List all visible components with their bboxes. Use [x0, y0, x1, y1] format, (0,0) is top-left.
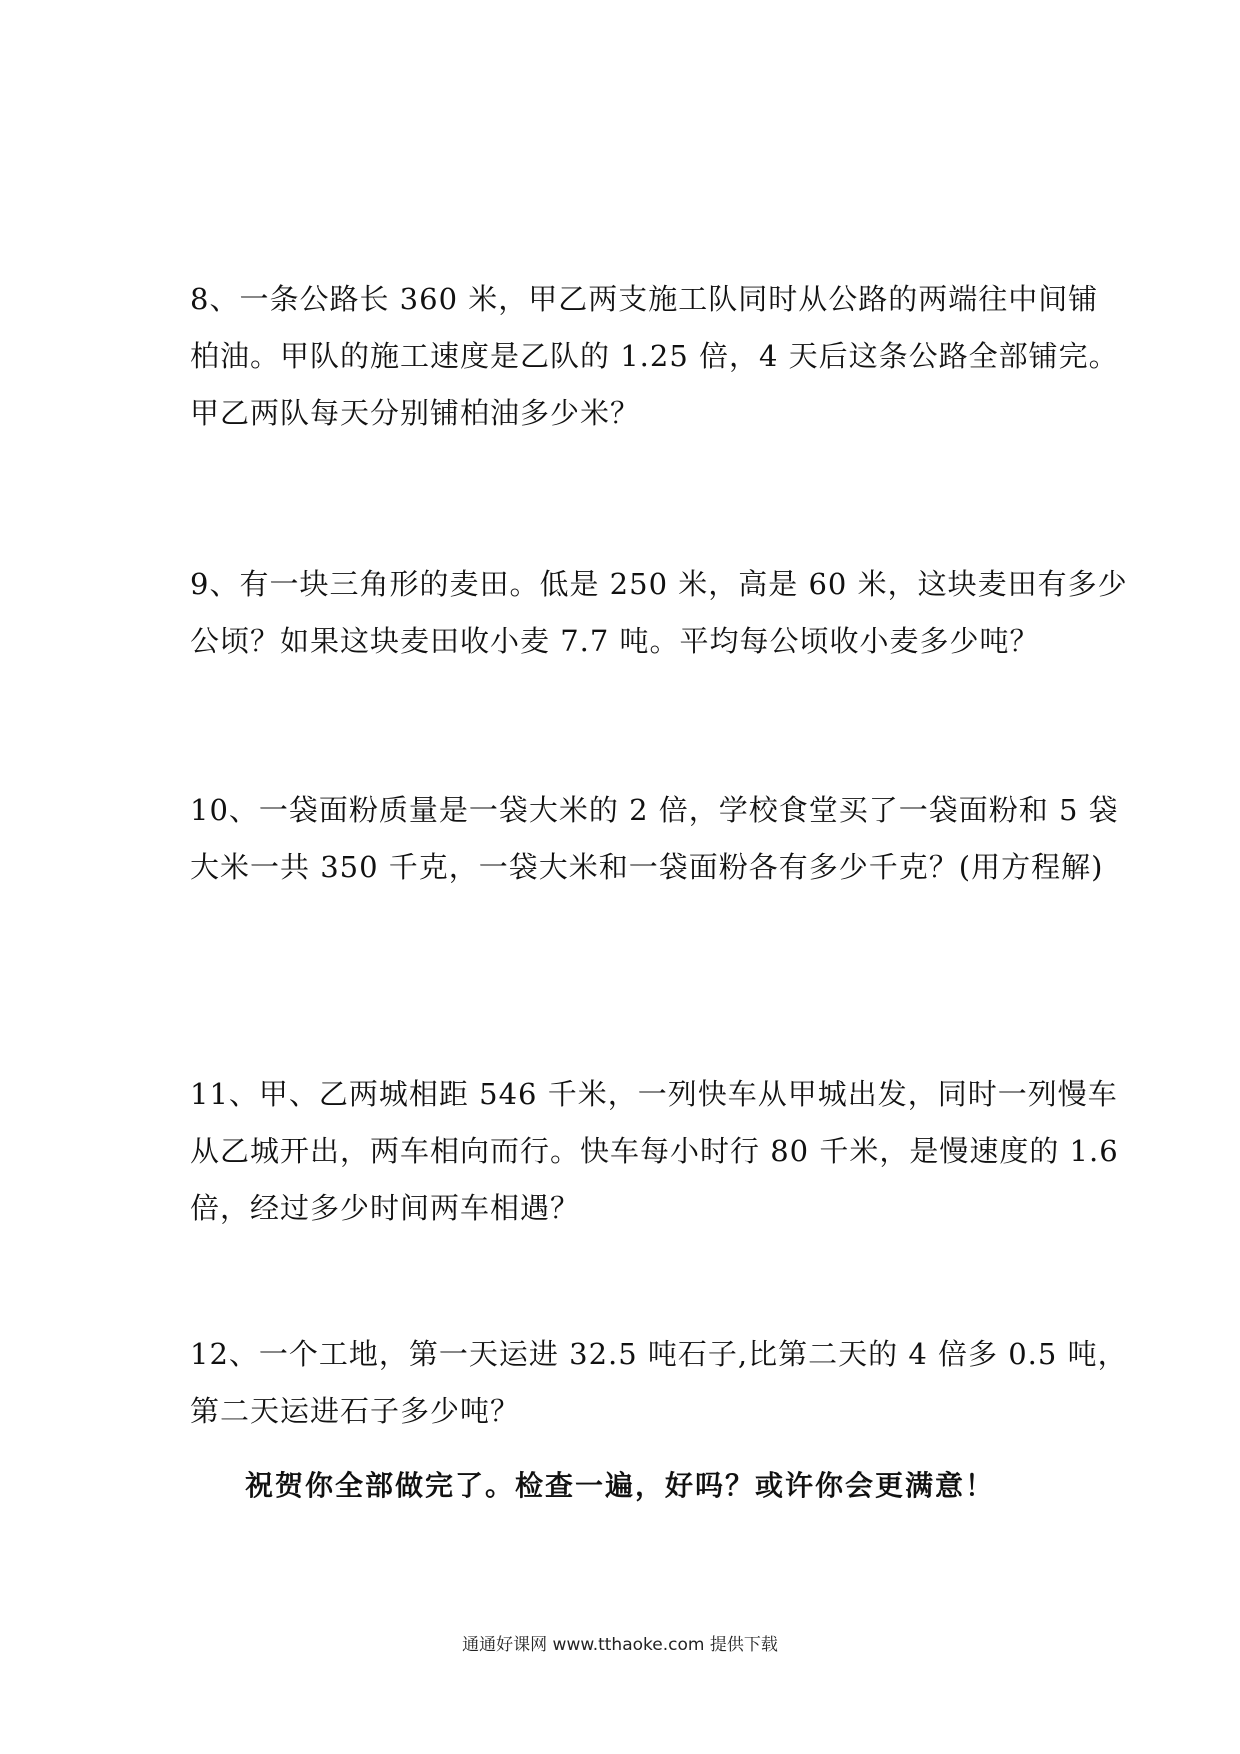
problem-11	[190, 1066, 1119, 1237]
problem-line: 甲乙两队每天分别铺柏油多少米？	[190, 396, 641, 430]
problem-line: 9、有一块三角形的麦田。低是 250 米，高是 60 米，这块麦田有多少	[190, 567, 1128, 601]
problem-line: 倍，经过多少时间两车相遇？	[190, 1191, 581, 1225]
problem-12	[190, 1326, 1128, 1440]
footer-credit: 通通好课网 www.tthaoke.com 提供下载	[462, 1635, 778, 1655]
problem-line: 10、一袋面粉质量是一袋大米的 2 倍，学校食堂买了一袋面粉和 5 袋	[190, 793, 1119, 827]
problem-8	[190, 271, 1119, 442]
problem-9	[190, 556, 1128, 670]
problem-line: 12、一个工地，第一天运进 32.5 吨石子,比第二天的 4 倍多 0.5 吨，	[190, 1337, 1128, 1371]
problem-line: 8、一条公路长 360 米，甲乙两支施工队同时从公路的两端往中间铺	[190, 282, 1099, 316]
problem-line: 大米一共 350 千克，一袋大米和一袋面粉各有多少千克？(用方程解)	[190, 850, 1104, 884]
problem-line: 从乙城开出，两车相向而行。快车每小时行 80 千米，是慢速度的 1.6	[190, 1134, 1119, 1168]
problem-line: 11、甲、乙两城相距 546 千米，一列快车从甲城出发，同时一列慢车	[190, 1077, 1118, 1111]
problem-line: 柏油。甲队的施工速度是乙队的 1.25 倍，4 天后这条公路全部铺完。	[190, 339, 1119, 373]
problem-line: 公顷？如果这块麦田收小麦 7.7 吨。平均每公顷收小麦多少吨？	[190, 624, 1040, 658]
problem-line: 第二天运进石子多少吨？	[190, 1394, 521, 1428]
problem-10	[190, 782, 1119, 896]
closing-message: 祝贺你全部做完了。检查一遍，好吗？或许你会更满意！	[244, 1469, 995, 1502]
